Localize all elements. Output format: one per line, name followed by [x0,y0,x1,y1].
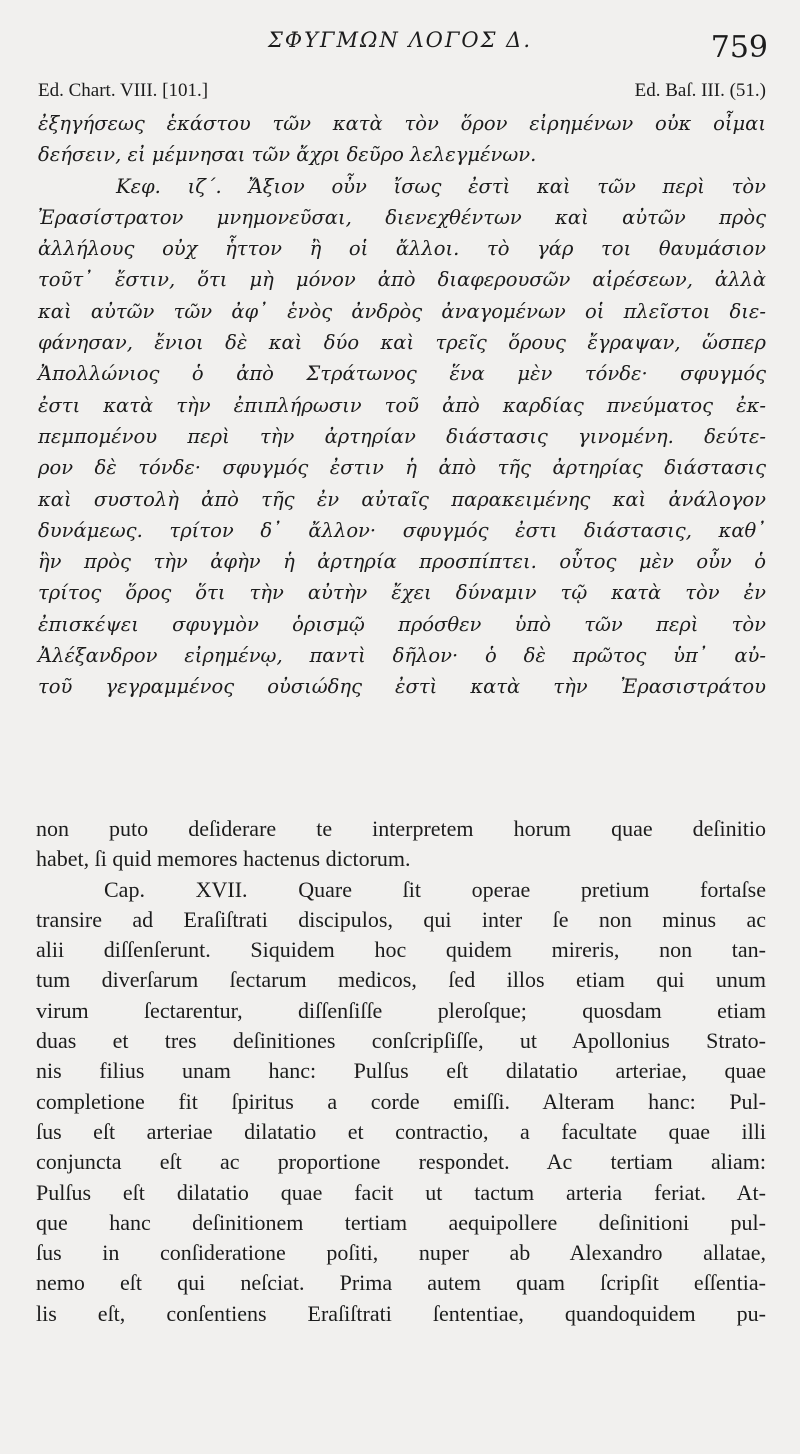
latin-text-line: que hanc deſinitionem tertiam aequipollere deſinitioni pul- [36,1209,766,1235]
running-title: ΣΦΥΓΜΩΝ ΛΟΓΟΣ Δ. [268,28,532,52]
latin-text-line: alii diſſenſerunt. Siquidem hoc quidem mireris, non tan- [36,937,766,963]
latin-text-line: habet, ſi quid memores hactenus dictorum. [36,846,411,872]
greek-text-line: καὶ συστολὴ ἀπὸ τῆς ἐν αὐταῖς παρακειμένης καὶ ἀνάλογον [38,487,766,511]
latin-text-line: non puto deſiderare te interpretem horum quae deſinitio [36,816,766,841]
greek-text-line: ἐξηγήσεως ἑκάστου τῶν κατὰ τὸν ὅρον εἰρημένων οὐκ οἶμαι [38,112,766,135]
latin-text-line: tum diverſarum ſectarum medicos, ſed illos etiam qui unum [36,967,766,993]
latin-text-line: completione fit ſpiritus a corde emiſſi. Alteram hanc: Pul- [36,1088,766,1114]
latin-text-line: Pulſus eſt dilatatio quae facit ut tactum arteria feriat. At- [36,1179,766,1205]
latin-text-line: ſus eſt arteriae dilatatio et contractio, a facultate quae illi [36,1118,766,1144]
greek-text-line: δυνάμεως. τρίτον δ᾽ ἄλλον· σφυγμός ἐστι διάστασις, καθ᾽ [38,518,766,542]
greek-text-line: ἀλλήλους οὐχ ἧττον ἢ οἱ ἄλλοι. τὸ γάρ τοι θαυμάσιον [38,237,766,261]
greek-text-line: φάνησαν, ἔνιοι δὲ καὶ δύο καὶ τρεῖς ὅρους ἔγραψαν, ὥσπερ [38,331,766,355]
latin-text-line: duas et tres deſinitiones conſcripſiſſe, ut Apollonius Strato- [36,1028,766,1054]
latin-text-line: transire ad Eraſiſtrati discipulos, qui inter ſe non minus ac [36,906,766,932]
latin-text-line: virum ſectarentur, diſſenſiſſe pleroſque; quosdam etiam [36,997,766,1023]
greek-text-line: τρίτος ὅρος ὅτι τὴν αὐτὴν ἔχει δύναμιν τῷ κατὰ τὸν ἐν [38,581,766,605]
greek-text-line: τοῦ γεγραμμένος οὐσιώδης ἐστὶ κατὰ τὴν Ἐρασιστράτου [38,675,766,699]
edition-reference-chartier: Ed. Chart. VIII. [101.] [38,80,209,101]
edition-reference-basel: Ed. Baſ. III. (51.) [634,80,766,101]
latin-text-line: lis eſt, conſentiens Eraſiſtrati ſententiae, quandoquidem pu- [36,1300,766,1326]
latin-text-block [36,814,766,1329]
latin-text-line: nis filius unam hanc: Pulſus eſt dilatatio arteriae, quae [36,1058,766,1084]
latin-text-line: nemo eſt qui neſciat. Prima autem quam ſcripſit eſſentia- [36,1270,766,1296]
greek-text-line: καὶ αὐτῶν τῶν ἀφ᾽ ἑνὸς ἀνδρὸς ἀναγομένων οἱ πλεῖστοι διε- [38,299,766,323]
greek-text-line: τοῦτ᾽ ἔστιν, ὅτι μὴ μόνον ἀπὸ διαφερουσῶν αἱρέσεων, ἀλλὰ [38,268,766,292]
greek-text-line: Ἐρασίστρατον μνημονεῦσαι, διενεχθέντων καὶ αὐτῶν πρὸς [38,205,766,229]
greek-chapter-start-line: Κεφ. ιζ΄. Ἄξιον οὖν ἴσως ἐστὶ καὶ τῶν περὶ τὸν [116,174,766,198]
greek-text-line: ρον δὲ τόνδε· σφυγμός ἐστιν ἡ ἀπὸ τῆς ἀρτηρίας διάστασις [38,456,766,480]
greek-text-line: δεήσειν, εἰ μέμνησαι τῶν ἄχρι δεῦρο λελεγμένων. [38,143,537,167]
greek-text-line: ἐστι κατὰ τὴν ἐπιπλήρωσιν τοῦ ἀπὸ καρδίας πνεύματος ἐκ- [38,393,766,417]
greek-text-block [38,108,766,703]
greek-text-line: Ἀλέξανδρον εἰρημένῳ, παντὶ δῆλον· ὁ δὲ πρῶτος ὑπ᾽ αὐ- [38,644,766,668]
page-number: 759 [710,30,768,65]
latin-text-line: ſus in conſideratione poſiti, nuper ab Alexandro allatae, [36,1240,766,1266]
greek-text-line: ἣν πρὸς τὴν ἀφὴν ἡ ἀρτηρία προσπίπτει. οὗτος μὲν οὖν ὁ [38,550,766,574]
greek-text-line: Ἀπολλώνιος ὁ ἀπὸ Στράτωνος ἕνα μὲν τόνδε· σφυγμός [38,362,766,386]
latin-chapter-start-line: Cap. XVII. Quare ſit operae pretium fortaſse [104,876,766,902]
latin-text-line: conjuncta eſt ac proportione respondet. Ac tertiam aliam: [36,1149,766,1175]
greek-text-line: πεμπομένου περὶ τὴν ἀρτηρίαν διάστασις γινομένη. δεύτε- [38,424,766,448]
greek-text-line: ἐπισκέψει σφυγμὸν ὁρισμῷ πρόσθεν ὑπὸ τῶν περὶ τὸν [38,612,766,636]
